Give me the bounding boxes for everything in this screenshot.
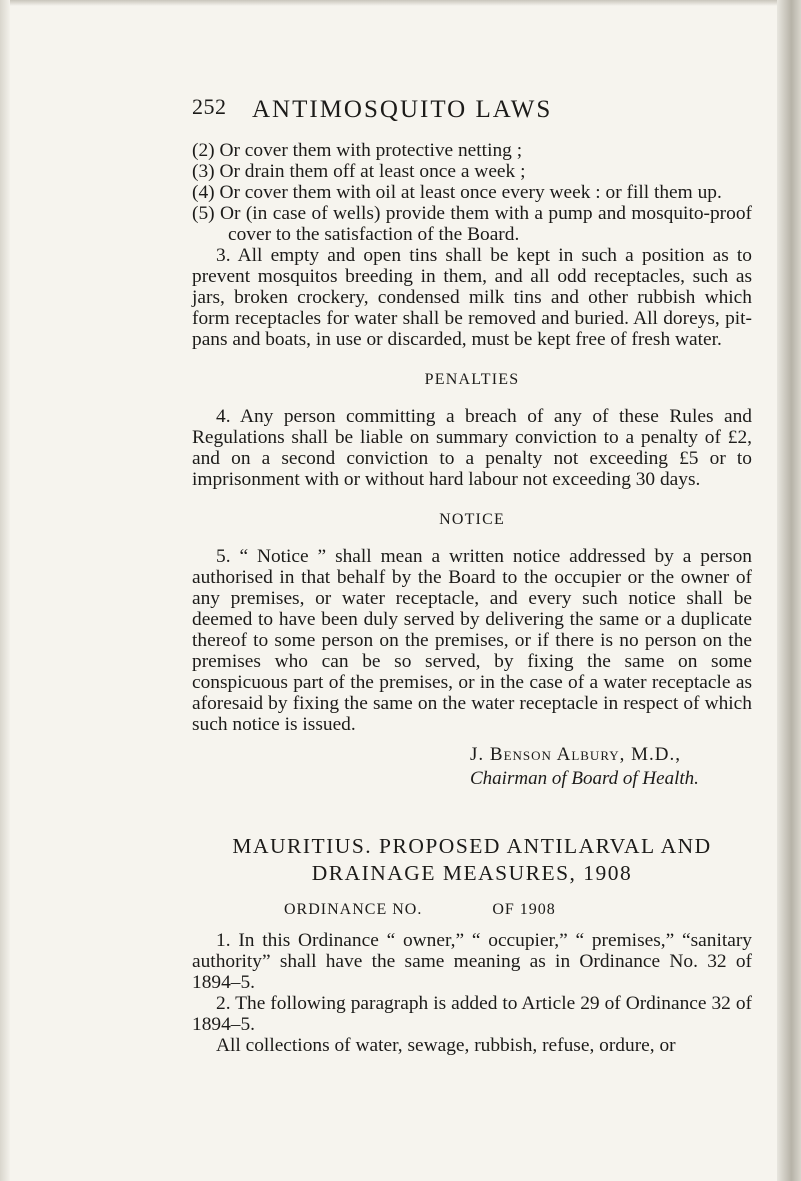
signatory-title: Chairman of Board of Health. (470, 768, 699, 789)
ordinance-year: OF 1908 (492, 901, 556, 918)
running-title: ANTIMOSQUITO LAWS (252, 96, 553, 123)
section-title-line-2: DRAINAGE MEASURES, 1908 (311, 861, 633, 885)
ordinance-line (284, 899, 752, 920)
list-item-5: (5) Or (in case of wells) provide them with a pump and mosquito-proof cover to the satisfaction of the Board. (192, 203, 752, 245)
ordinance-number-label: ORDINANCE NO. (284, 901, 423, 918)
notice-paragraph: 5. “ Notice ” shall mean a written notice addressed by a person authorised in that behalf by the Board to the occupier or the owner of any premises, or water receptacle, and every such notice shall be deemed to have been duly served by delivering the same or a duplicate thereof to some person on the premises, or if there is no person on the premises who can be so served, by fixing the same on some conspicuous part of the premises, or in the case of a water receptacle as aforesaid by fixing the same on the water receptacle in respect of which such notice is issued. (192, 546, 752, 735)
signatory-name: J. Benson Albury, M.D., (470, 744, 682, 765)
ordinance-paragraph-2: 2. The following paragraph is added to Article 29 of Ordinance 32 of 1894–5. (192, 993, 752, 1035)
page-top-shadow (0, 0, 801, 6)
section-title-line-1: MAURITIUS. PROPOSED ANTILARVAL AND (232, 834, 712, 858)
penalties-heading: PENALTIES (424, 371, 520, 388)
section-title (192, 833, 752, 887)
list-item-4: (4) Or cover them with oil at least once every week : or fill them up. (192, 182, 722, 203)
list-item-2: (2) Or cover them with protective netting ; (192, 140, 523, 161)
paragraph-3: 3. All empty and open tins shall be kept in such a position as to prevent mosquitos breeding in them, and all odd receptacles, such as jars, broken crockery, condensed milk tins and other rubbish which form receptacles for water shall be removed and buried. All doreys, pit-pans and boats, in use or discarded, must be kept free of fresh water. (192, 245, 752, 350)
signature-block (192, 743, 752, 791)
page-number: 252 (192, 94, 227, 119)
list-item-3: (3) Or drain them off at least once a week ; (192, 161, 526, 182)
page-left-edge (0, 0, 10, 1181)
penalties-paragraph: 4. Any person committing a breach of any of these Rules and Regulations shall be liable on summary conviction to a penalty of £2, and on a second conviction to a penalty not exceeding £5 or to imprisonment with or without hard labour not exceeding 30 days. (192, 406, 752, 490)
page-binding-edge (777, 0, 801, 1181)
page-header (192, 94, 752, 130)
ordinance-paragraph-1: 1. In this Ordinance “ owner,” “ occupier,” “ premises,” “sanitary authority” shall have the same meaning as in Ordinance No. 32 of 1894–5. (192, 930, 752, 993)
ordinance-paragraph-3: All collections of water, sewage, rubbish, refuse, ordure, or (216, 1035, 676, 1056)
page-body (192, 140, 752, 1056)
notice-heading: NOTICE (439, 511, 505, 528)
